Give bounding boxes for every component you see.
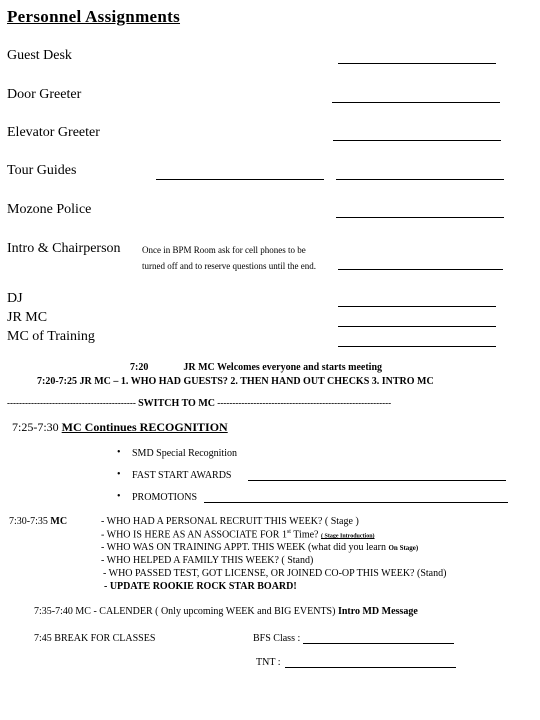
fast-start-blank (248, 480, 506, 481)
mc-question-5: - WHO PASSED TEST, GOT LICENSE, OR JOINED CO-OP THIS WEEK? (Stand) (103, 568, 447, 579)
role-dj: DJ (7, 291, 23, 306)
page-title: Personnel Assignments (7, 7, 181, 26)
intro-md-message: Intro MD Message (337, 606, 418, 617)
switch-dashes-left: ------------------------------------------- (7, 398, 136, 408)
mc-question-2-sup: st (286, 529, 291, 535)
intro-note-line-1: Once in BPM Room ask for cell phones to be (142, 245, 306, 255)
recognition-item-fast-start: FAST START AWARDS (132, 470, 232, 481)
rookie-board-line: - UPDATE ROOKIE ROCK STAR BOARD! (104, 581, 297, 592)
schedule-time: 7:20 (130, 362, 149, 373)
role-tour-guides: Tour Guides (7, 163, 77, 178)
guest-desk-blank (338, 63, 496, 64)
break-line: 7:45 BREAK FOR CLASSES (34, 633, 156, 644)
mc-question-1: - WHO HAD A PERSONAL RECRUIT THIS WEEK? ( Stage ) (101, 516, 359, 527)
calendar-text: 7:35-7:40 MC - CALENDER ( Only upcoming WEEK and BIG EVENTS) (34, 606, 336, 617)
bullet-icon: • (117, 491, 121, 502)
recognition-heading-row (12, 420, 228, 435)
schedule-line-1 (130, 362, 382, 373)
promotions-blank (204, 502, 508, 503)
recognition-heading: MC Continues RECOGNITION (61, 420, 228, 434)
schedule-line-2: 7:20-7:25 JR MC – 1. WHO HAD GUESTS? 2. THEN HAND OUT CHECKS 3. INTRO MC (37, 376, 434, 387)
bullet-icon: • (117, 447, 121, 458)
role-jr-mc: JR MC (7, 310, 48, 325)
tour-guides-blank-1 (156, 179, 324, 180)
bullet-icon: • (117, 469, 121, 480)
elevator-greeter-blank (333, 140, 501, 141)
on-stage-tag: On Stage) (388, 544, 419, 552)
mc-block-time-row (9, 516, 67, 527)
mc-question-3 (101, 542, 418, 553)
mc-block-time: 7:30-7:35 (9, 516, 48, 527)
stage-introduction-tag: ( Stage Introduction) (320, 533, 375, 540)
switch-text: SWITCH TO MC (138, 398, 215, 409)
mc-training-blank (338, 346, 496, 347)
schedule-text: JR MC Welcomes everyone and starts meeting (183, 362, 383, 373)
bfs-class-label: BFS Class : (253, 633, 301, 644)
role-mc-training: MC of Training (7, 329, 95, 344)
role-elevator-greeter: Elevator Greeter (7, 125, 100, 140)
mc-question-4: - WHO HELPED A FAMILY THIS WEEK? ( Stand) (101, 555, 314, 566)
mozone-police-blank (336, 217, 504, 218)
dj-blank (338, 306, 496, 307)
recognition-item-smd: SMD Special Recognition (132, 448, 237, 459)
door-greeter-blank (332, 102, 500, 103)
mc-block-mc: MC (50, 516, 68, 527)
role-guest-desk: Guest Desk (7, 48, 72, 63)
mc-question-2-text: - WHO IS HERE AS AN ASSOCIATE FOR 1 (101, 529, 287, 541)
intro-chair-blank (338, 269, 503, 270)
role-intro-chair: Intro & Chairperson (7, 241, 121, 256)
role-door-greeter: Door Greeter (7, 87, 82, 102)
switch-dashes-right: ---------------------------------------------------------- (217, 398, 392, 408)
recognition-time: 7:25-7:30 (12, 420, 59, 434)
mc-question-2 (101, 529, 375, 540)
calendar-line (34, 606, 418, 617)
tnt-blank (285, 667, 456, 668)
recognition-item-promotions: PROMOTIONS (132, 492, 198, 503)
role-mozone-police: Mozone Police (7, 202, 92, 217)
tnt-label: TNT : (256, 657, 281, 668)
jr-mc-blank (338, 326, 496, 327)
mc-question-3-text: - WHO WAS ON TRAINING APPT. THIS WEEK (what did you learn (101, 542, 389, 553)
bfs-class-blank (303, 643, 454, 644)
intro-note-line-2: turned off and to reserve questions until the end. (142, 261, 317, 271)
mc-question-2-end: Time? (290, 529, 319, 541)
tour-guides-blank-2 (336, 179, 504, 180)
switch-divider (7, 398, 391, 409)
